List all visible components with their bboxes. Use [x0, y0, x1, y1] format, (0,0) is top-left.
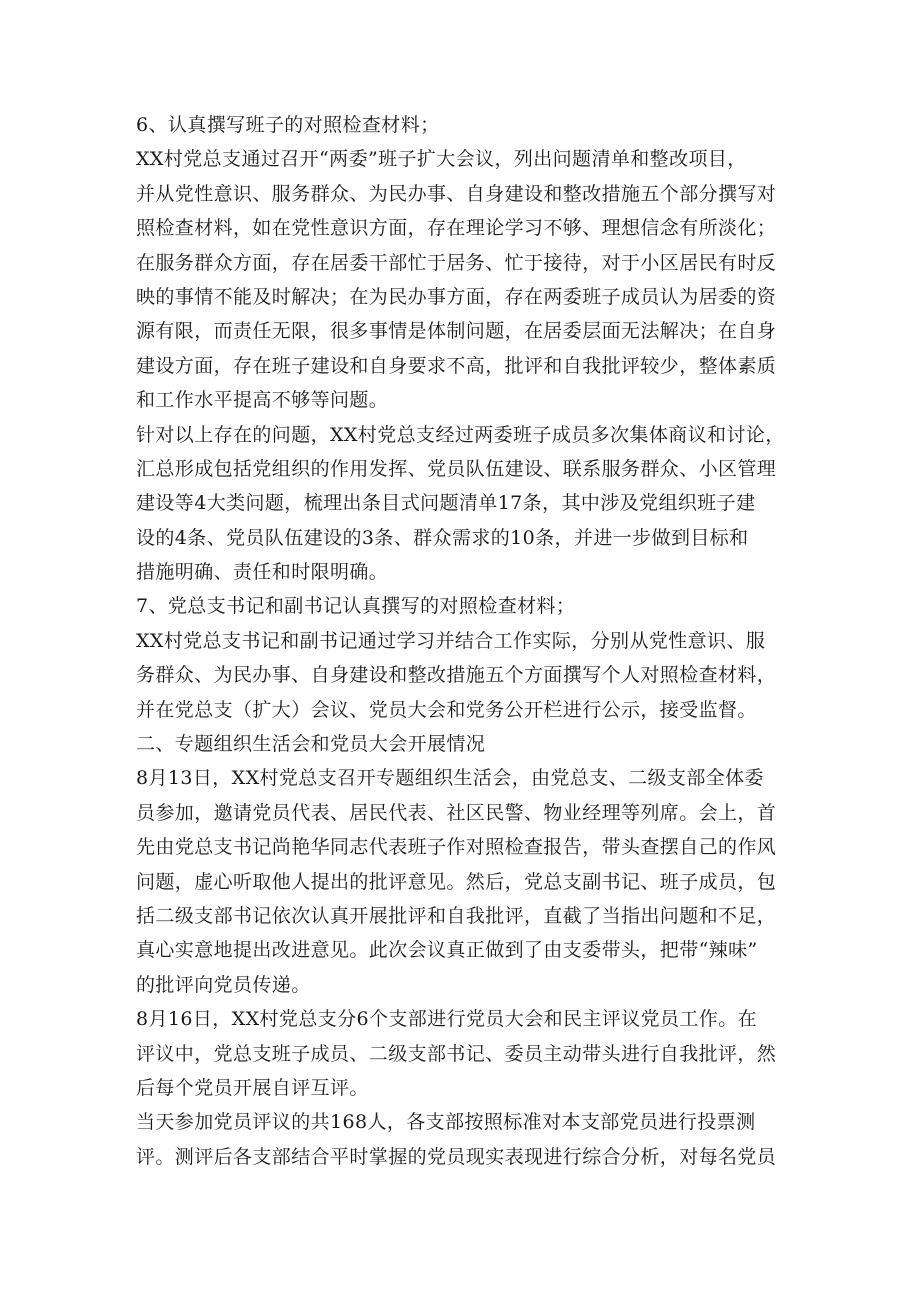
text-line: 括二级支部书记依次认真开展批评和自我批评，直截了当指出问题和不足， [136, 904, 777, 927]
section-heading: 二、专题组织生活会和党员大会开展情况 [136, 733, 486, 756]
text-line: 源有限，而责任无限，很多事情是体制问题，在居委层面无法解决；在自身 [136, 320, 777, 343]
text-line: 在服务群众方面，存在居委干部忙于居务、忙于接待，对于小区居民有时反 [136, 251, 777, 274]
text-line: 先由党总支书记尚艳华同志代表班子作对照检查报告，带头查摆自己的作风 [136, 836, 777, 859]
text-line: 的批评向党员传递。 [136, 973, 311, 996]
text-line: 8月16日，XX村党总支分6个支部进行党员大会和民主评议党员工作。在 [136, 1008, 758, 1031]
text-line: 评。测评后各支部结合平时掌握的党员现实表现进行综合分析，对每名党员 [136, 1145, 777, 1168]
text-line: 并在党总支（扩大）会议、党员大会和党务公开栏进行公示，接受监督。 [136, 698, 757, 721]
text-line: 和工作水平提高不够等问题。 [136, 389, 389, 412]
text-line: 评议中，党总支班子成员、二级支部书记、委员主动带头进行自我批评，然 [136, 1042, 777, 1065]
document-body [136, 108, 796, 1174]
text-line: 8月13日，XX村党总支召开专题组织生活会，由党总支、二级支部全体委 [136, 767, 764, 790]
text-line: 员参加，邀请党员代表、居民代表、社区民警、物业经理等列席。会上，首 [136, 801, 777, 824]
text-line: 映的事情不能及时解决；在为民办事方面，存在两委班子成员认为居委的资 [136, 285, 777, 308]
text-line: 问题，虚心听取他人提出的批评意见。然后，党总支副书记、班子成员，包 [136, 870, 777, 893]
text-line: 照检查材料，如在党性意识方面，存在理论学习不够、理想信念有所淡化； [136, 217, 777, 240]
text-line: 措施明确、责任和时限明确。 [136, 561, 389, 584]
text-line: 并从党性意识、服务群众、为民办事、自身建设和整改措施五个部分撰写对 [136, 182, 777, 205]
text-line: 6、认真撰写班子的对照检查材料； [136, 114, 440, 136]
text-line: 汇总形成包括党组织的作用发挥、党员队伍建设、联系服务群众、小区管理 [136, 457, 777, 480]
text-line: 建设方面，存在班子建设和自身要求不高，批评和自我批评较少，整体素质 [136, 354, 777, 377]
text-line: 设的4条、党员队伍建设的3条、群众需求的10条，并进一步做到目标和 [136, 526, 749, 549]
text-line: 真心实意地提出改进意见。此次会议真正做到了由支委带头，把带“辣味” [136, 939, 758, 962]
text-line: 当天参加党员评议的共168人，各支部按照标准对本支部党员进行投票测 [136, 1111, 756, 1134]
text-line: XX村党总支书记和副书记通过学习并结合工作实际，分别从党性意识、服 [136, 629, 766, 652]
text-line: 务群众、为民办事、自身建设和整改措施五个方面撰写个人对照检查材料， [136, 664, 777, 687]
text-line: 针对以上存在的问题，XX村党总支经过两委班子成员多次集体商议和讨论， [136, 423, 785, 446]
text-line: XX村党总支通过召开“两委”班子扩大会议，列出问题清单和整改项目， [136, 148, 747, 171]
text-line: 后每个党员开展自评互评。 [136, 1076, 369, 1099]
text-line: 建设等4大类问题，梳理出条目式问题清单17条，其中涉及党组织班子建 [136, 492, 756, 515]
text-line: 7、党总支书记和副书记认真撰写的对照检查材料； [136, 595, 576, 618]
